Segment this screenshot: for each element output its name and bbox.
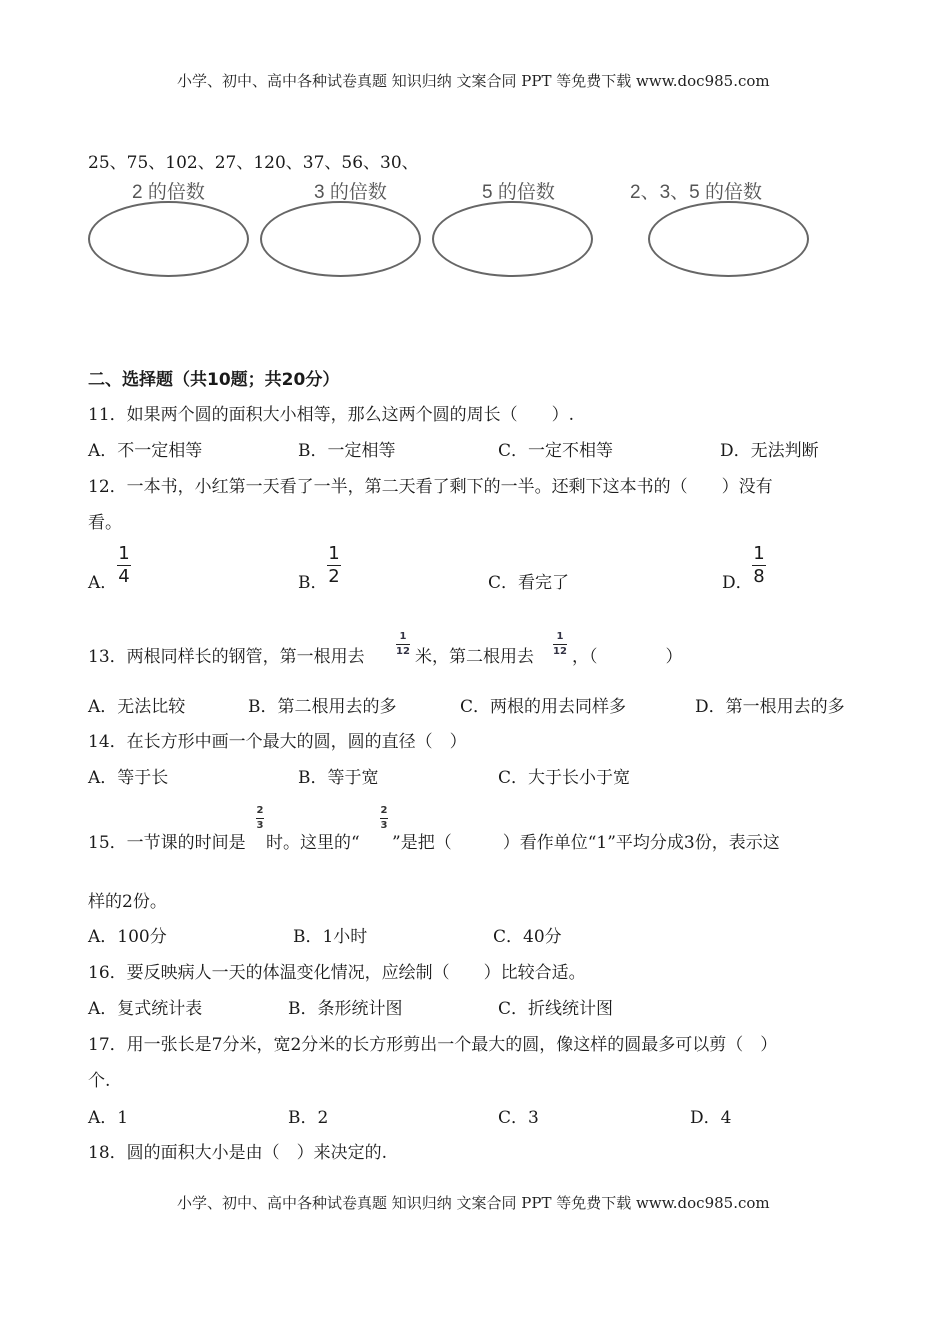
- oval-multiples-of-5: [432, 201, 593, 277]
- q11-option-b: B．一定相等: [298, 441, 396, 461]
- q13-fraction-1: [396, 632, 410, 657]
- q16-stem: 16．要反映病人一天的体温变化情况，应绘制（ ）比较合适。: [88, 963, 586, 983]
- fraction-numerator: 1: [118, 543, 130, 564]
- q13-stem-part2: 米，第二根用去: [415, 647, 534, 667]
- fraction-numerator: 2: [380, 805, 388, 816]
- q13-option-b: B．第二根用去的多: [248, 697, 397, 717]
- q17-option-b: B．2: [288, 1108, 329, 1128]
- q15-option-b: B．1小时: [293, 927, 368, 947]
- q14-option-a: A．等于长: [88, 768, 169, 788]
- fraction-denominator: 12: [396, 646, 410, 657]
- q15-fraction-1: [256, 806, 264, 831]
- q11-option-c: C．一定不相等: [498, 441, 614, 461]
- fraction-denominator: 3: [256, 820, 264, 831]
- q13-option-a: A．无法比较: [88, 697, 186, 717]
- q16-option-b: B．条形统计图: [288, 999, 403, 1019]
- q11-option-a: A．不一定相等: [88, 441, 203, 461]
- oval-multiples-of-2: [88, 201, 249, 277]
- q17-option-a: A．1: [88, 1108, 129, 1128]
- q12-option-b-letter: B．: [298, 573, 328, 593]
- q15-option-c: C．40分: [493, 927, 562, 947]
- fraction-denominator: 3: [380, 820, 388, 831]
- fraction-numerator: 1: [328, 543, 340, 564]
- fraction-bar: [553, 644, 567, 645]
- q13-stem-part1: 13．两根同样长的钢管，第一根用去: [88, 647, 365, 667]
- q16-option-c: C．折线统计图: [498, 999, 614, 1019]
- fraction-numerator: 2: [256, 805, 264, 816]
- oval-label-multiples-of-3: 3 的倍数: [314, 182, 387, 203]
- q13-fraction-2: [553, 632, 567, 657]
- fraction-bar: [256, 818, 264, 819]
- fraction-numerator: 1: [399, 631, 407, 642]
- fraction-numerator: 1: [556, 631, 564, 642]
- q13-option-d: D．第一根用去的多: [695, 697, 845, 717]
- q14-option-b: B．等于宽: [298, 768, 379, 788]
- q15-option-a: A．100分: [88, 927, 167, 947]
- oval-label-multiples-of-5: 5 的倍数: [482, 182, 555, 203]
- q14-option-c: C．大于长小于宽: [498, 768, 631, 788]
- q15-stem-part1: 15．一节课的时间是: [88, 833, 246, 853]
- q15-stem-part2: 时。这里的“: [266, 833, 360, 853]
- q11-option-d: D．无法判断: [720, 441, 819, 461]
- fraction-denominator: 2: [328, 566, 340, 587]
- oval-multiples-of-3: [260, 201, 421, 277]
- page-header: 小学、初中、高中各种试卷真题 知识归纳 文案合同 PPT 等免费下载 www.doc985.com: [177, 72, 770, 90]
- page-footer: 小学、初中、高中各种试卷真题 知识归纳 文案合同 PPT 等免费下载 www.doc985.com: [177, 1194, 770, 1212]
- q15-fraction-2: [380, 806, 388, 831]
- fraction-denominator: 4: [118, 566, 130, 587]
- oval-multiples-of-2-3-5: [648, 201, 809, 277]
- fraction-denominator: 12: [553, 646, 567, 657]
- q12-option-b-fraction: [327, 545, 341, 586]
- numbers-list: 25、75、102、27、120、37、56、30、: [88, 153, 419, 173]
- q15-stem-part3: ”是把（ ）看作单位“1”平均分成3份，表示这: [392, 833, 780, 853]
- fraction-denominator: 8: [753, 566, 765, 587]
- oval-label-multiples-of-2: 2 的倍数: [132, 182, 205, 203]
- q11-stem: 11．如果两个圆的面积大小相等，那么这两个圆的周长（ ）.: [88, 405, 575, 425]
- q12-stem-line2: 看。: [88, 513, 122, 533]
- q18-stem: 18．圆的面积大小是由（ ）来决定的.: [88, 1143, 388, 1163]
- section-title: 二、选择题（共10题；共20分）: [88, 370, 340, 390]
- fraction-numerator: 1: [753, 543, 765, 564]
- q13-stem-part3: ，（ ）: [572, 647, 683, 667]
- q12-option-a-fraction: [117, 545, 131, 586]
- q17-stem-line2: 个.: [88, 1071, 111, 1091]
- q12-option-d-letter: D．: [722, 573, 753, 593]
- q16-option-a: A．复式统计表: [88, 999, 203, 1019]
- q12-option-a-letter: A．: [88, 573, 118, 593]
- q14-stem: 14．在长方形中画一个最大的圆，圆的直径（ ）: [88, 732, 467, 752]
- q17-stem-line1: 17．用一张长是7分米，宽2分米的长方形剪出一个最大的圆，像这样的圆最多可以剪（ ）: [88, 1035, 778, 1055]
- fraction-bar: [380, 818, 388, 819]
- q17-option-c: C．3: [498, 1108, 539, 1128]
- q13-option-c: C．两根的用去同样多: [460, 697, 627, 717]
- q12-option-d-fraction: [752, 545, 766, 586]
- oval-label-multiples-of-2-3-5: 2、3、5 的倍数: [630, 182, 762, 203]
- fraction-bar: [396, 644, 410, 645]
- q12-stem-line1: 12．一本书，小红第一天看了一半，第二天看了剩下的一半。还剩下这本书的（ ）没有: [88, 477, 773, 497]
- q17-option-d: D．4: [690, 1108, 732, 1128]
- q12-option-c: C．看完了: [488, 573, 570, 593]
- q15-stem-line2: 样的2份。: [88, 892, 167, 912]
